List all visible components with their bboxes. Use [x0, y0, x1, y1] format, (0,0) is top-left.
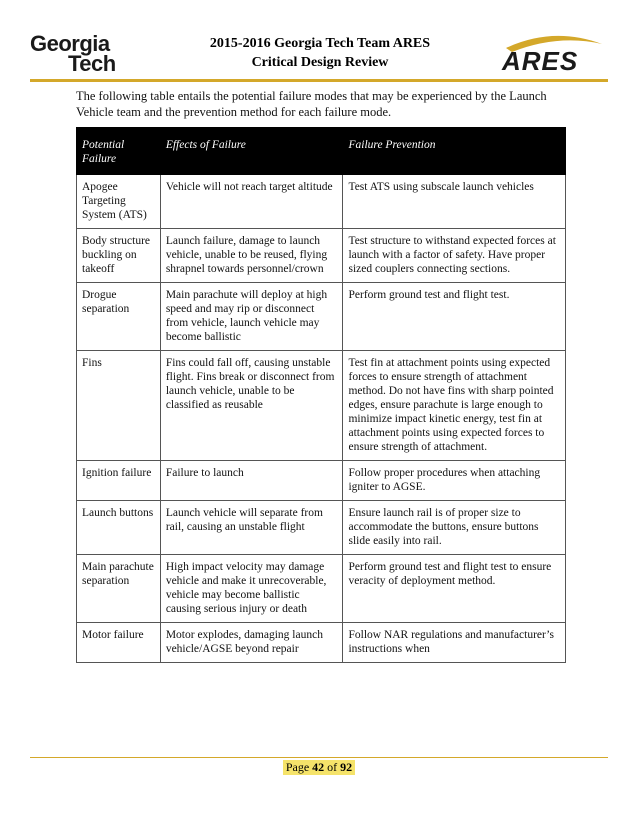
table-row [77, 623, 566, 663]
table-row [77, 283, 566, 351]
failure-cell: Body structure buckling on takeoff [77, 229, 161, 283]
effects-cell: Launch vehicle will separate from rail, causing an unstable flight [160, 501, 343, 555]
effects-cell: Fins could fall off, causing unstable flight. Fins break or disconnect from launch vehicle, unable to be classified as reusable [160, 351, 343, 461]
effects-cell: Launch failure, damage to launch vehicle, unable to be reused, flying shrapnel towards personnel/crown [160, 229, 343, 283]
intro-paragraph: The following table entails the potential failure modes that may be experienced by the Launch Vehicle team and the prevention method for each failure mode. [76, 89, 547, 119]
failure-cell: Launch buttons [77, 501, 161, 555]
ares-logo-text: ARES [502, 46, 579, 76]
title-line-1: 2015-2016 Georgia Tech Team ARES [209, 36, 431, 51]
table-row [77, 461, 566, 501]
table-row [77, 351, 566, 461]
table-header-row [77, 128, 566, 175]
column-header-potential-failure: Potential Failure [77, 128, 161, 175]
column-header-effects: Effects of Failure [160, 128, 343, 175]
logo-line-1: Georgia [30, 31, 110, 56]
column-header-prevention: Failure Prevention [343, 128, 566, 175]
prevention-cell: Follow NAR regulations and manufacturer’s instructions when [343, 623, 566, 663]
prevention-cell: Test ATS using subscale launch vehicles [343, 175, 566, 229]
page-of: of [327, 760, 338, 774]
header-divider [30, 79, 608, 82]
page-number: 42 [312, 760, 325, 774]
effects-cell: Main parachute will deploy at high speed and may rip or disconnect from vehicle, launch vehicle may become ballistic [160, 283, 343, 351]
logo-line-2: Tech [68, 51, 116, 76]
failure-cell: Motor failure [77, 623, 161, 663]
page-total: 92 [340, 760, 353, 774]
table-row [77, 555, 566, 623]
prevention-cell: Perform ground test and flight test. [343, 283, 566, 351]
footer-divider [30, 757, 608, 758]
failure-modes-table [76, 127, 566, 663]
failure-cell: Fins [77, 351, 161, 461]
georgia-tech-logo [30, 31, 130, 76]
prevention-cell: Test fin at attachment points using expected forces to ensure strength of attachment method. Do not have fins with sharp pointed edges, ensure parachute is large enough to minimize impact kinetic energy, test fin at attachment points using expected forces to ensure strength of attachment. [343, 351, 566, 461]
prevention-cell: Ensure launch rail is of proper size to accommodate the buttons, ensure buttons slide easily into rail. [343, 501, 566, 555]
title-line-2: Critical Design Review [251, 55, 389, 70]
effects-cell: High impact velocity may damage vehicle and make it unrecoverable, vehicle may become ballistic causing serious injury or death [160, 555, 343, 623]
page-footer [0, 760, 638, 775]
failure-cell: Drogue separation [77, 283, 161, 351]
failure-cell: Ignition failure [77, 461, 161, 501]
effects-cell: Failure to launch [160, 461, 343, 501]
prevention-cell: Follow proper procedures when attaching igniter to AGSE. [343, 461, 566, 501]
page-prefix: Page [285, 760, 310, 774]
failure-cell: Apogee Targeting System (ATS) [77, 175, 161, 229]
document-title [170, 34, 470, 72]
page-header [30, 30, 608, 78]
table-row [77, 175, 566, 229]
effects-cell: Motor explodes, damaging launch vehicle/AGSE beyond repair [160, 623, 343, 663]
page-number-label [283, 760, 355, 775]
effects-cell: Vehicle will not reach target altitude [160, 175, 343, 229]
table-row [77, 501, 566, 555]
prevention-cell: Perform ground test and flight test to ensure veracity of deployment method. [343, 555, 566, 623]
table-row [77, 229, 566, 283]
failure-cell: Main parachute separation [77, 555, 161, 623]
prevention-cell: Test structure to withstand expected forces at launch with a factor of safety. Have proper sized couplers connecting sections. [343, 229, 566, 283]
ares-logo [498, 32, 608, 76]
